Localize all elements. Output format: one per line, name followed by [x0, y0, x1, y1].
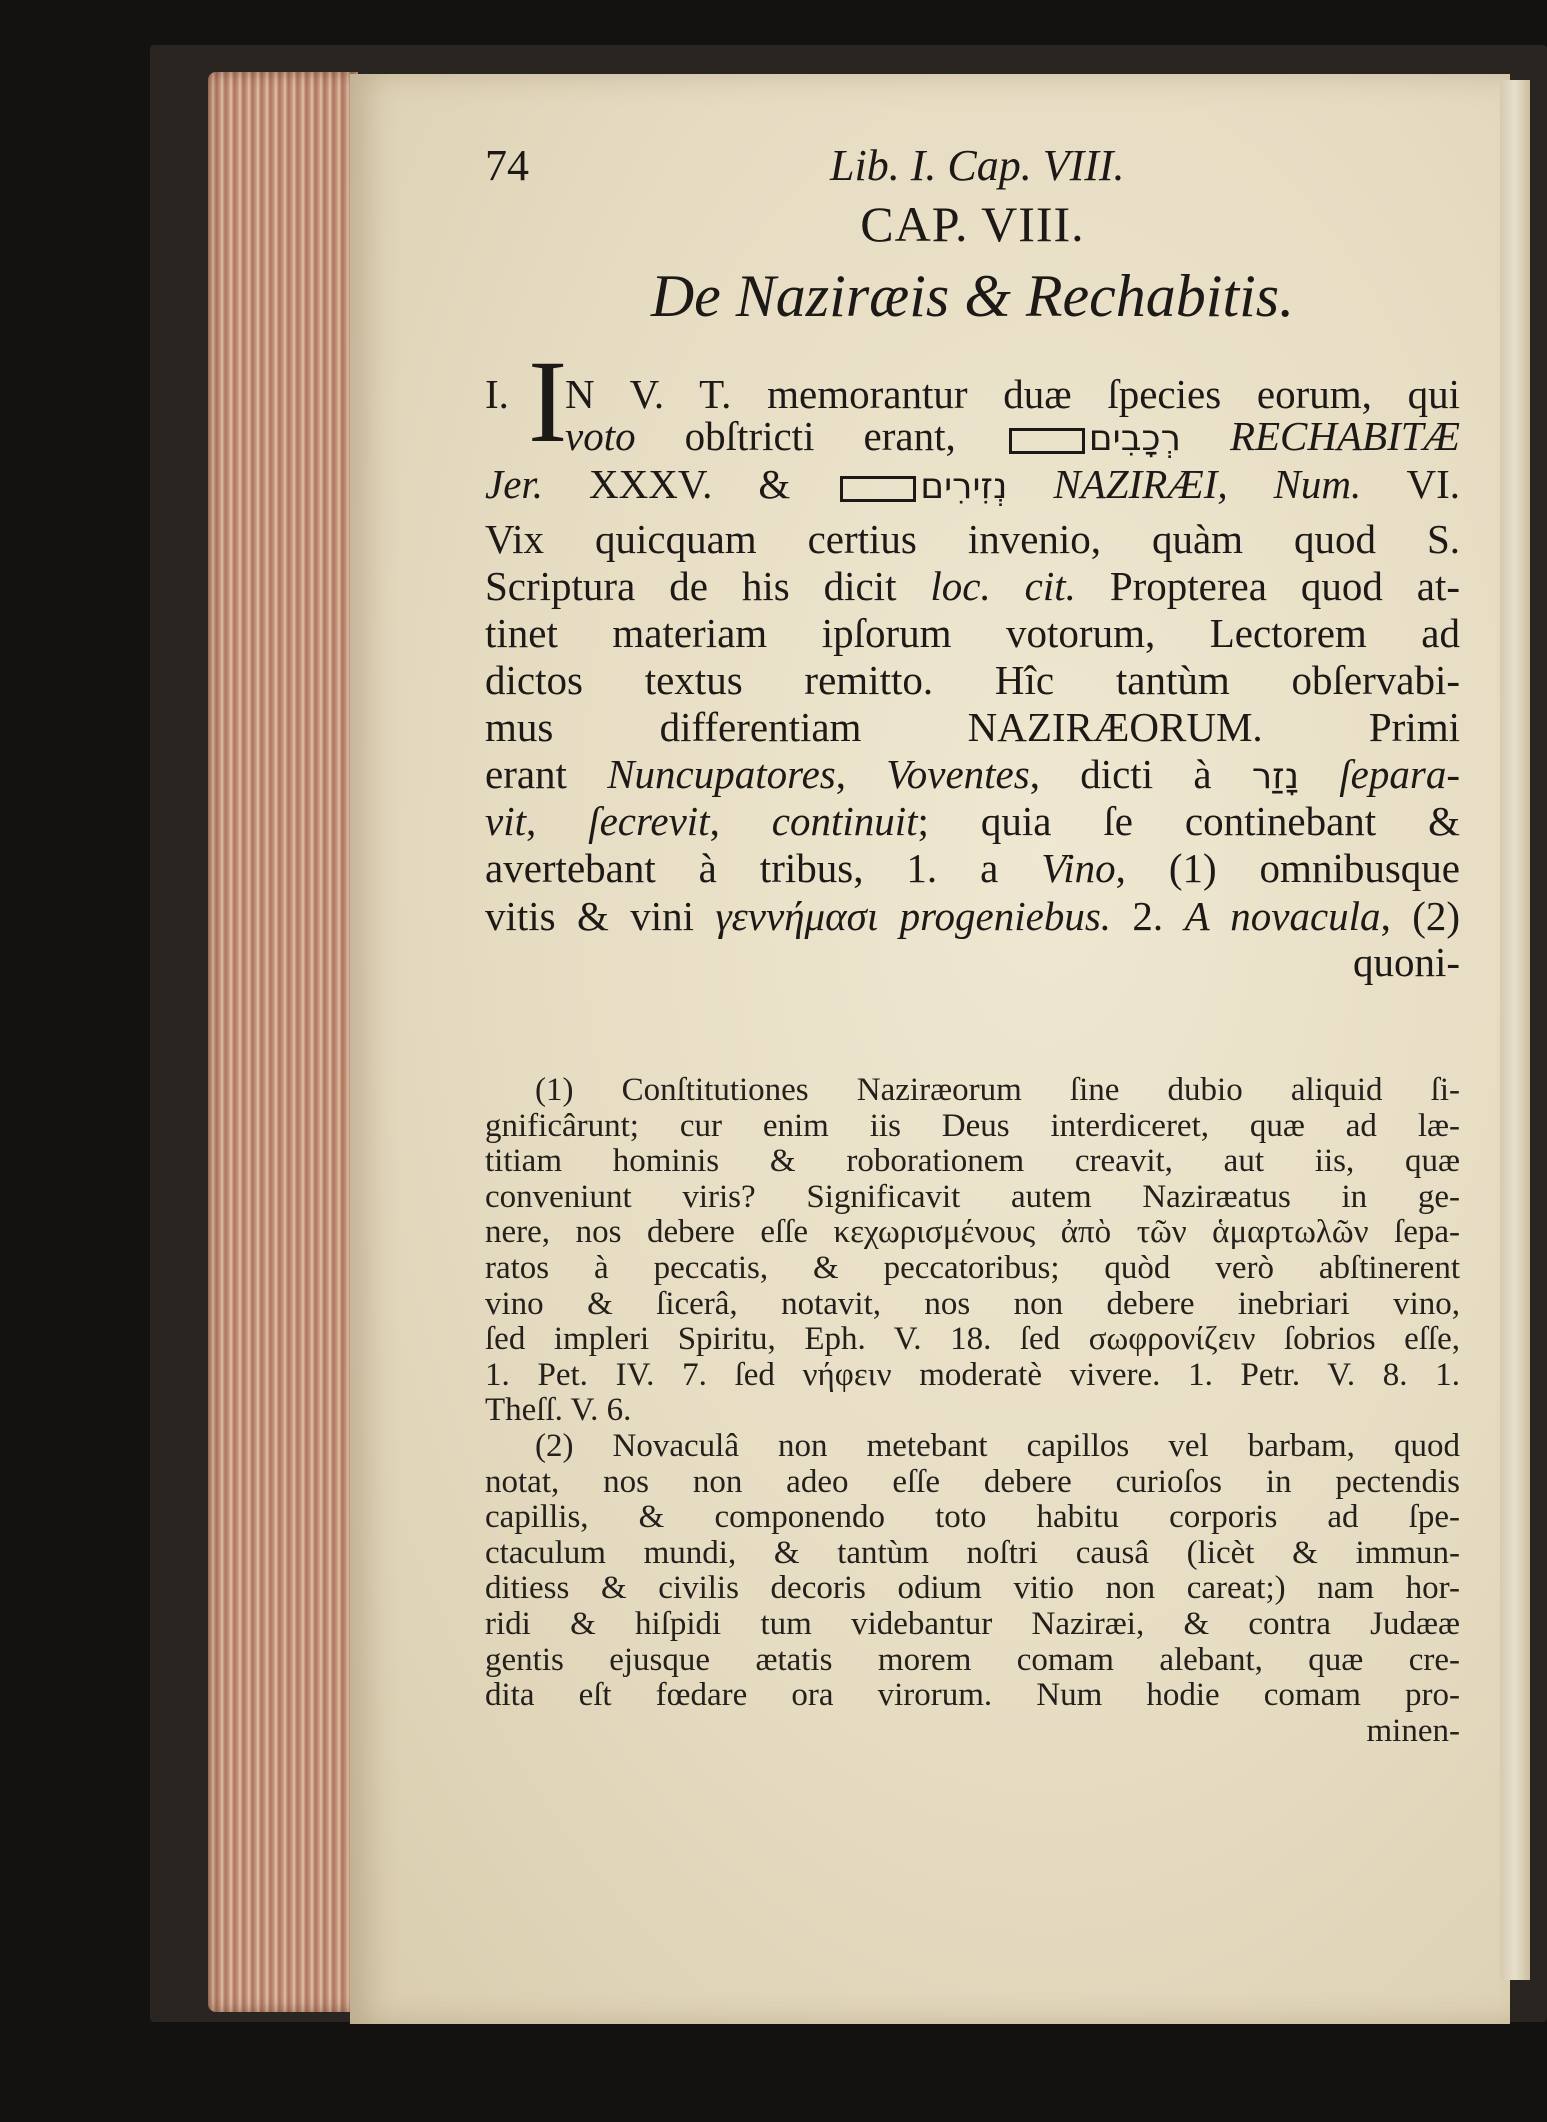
text-run: Scriptura de his dicit — [485, 563, 931, 609]
body-line — [485, 797, 1460, 845]
footnote-line: (1) Conſtitutiones Naziræorum ſine dubio aliquid ſi- — [535, 1072, 1460, 1108]
text-run: 2. — [1111, 893, 1185, 939]
text-run: ſecrevit — [588, 798, 710, 844]
text-run: Nuncupatores — [607, 751, 836, 797]
body-line — [485, 515, 1460, 563]
body-line — [565, 412, 1460, 463]
footnote-line: vino & ſicerâ, notavit, nos non debere inebriari vino, — [485, 1286, 1460, 1322]
text-run: Vix quicquam certius invenio, quàm quod S. — [485, 516, 1460, 562]
text-run: N V. T. memorantur duæ ſpecies eorum, qui — [565, 371, 1460, 417]
footnote-line: gentis ejusque ætatis morem comam alebant, quæ cre- — [485, 1642, 1460, 1678]
text-run: continuit — [771, 798, 918, 844]
text-run: , — [835, 751, 887, 797]
footnote-line: notat, nos non adeo eſſe debere curioſos in pectendis — [485, 1464, 1460, 1500]
footnote-line: gnificârunt; cur enim iis Deus interdiceret, quæ ad læ- — [485, 1108, 1460, 1144]
body-line — [485, 892, 1460, 940]
body-line — [485, 656, 1460, 704]
text-run: Voventes — [886, 751, 1030, 797]
footnote-line: 1. Pet. IV. 7. ſed νήφειν moderatè vivere. 1. Petr. V. 8. 1. — [485, 1357, 1460, 1393]
text-run: Jer. — [485, 461, 544, 507]
text-run: , dicti à — [1029, 751, 1252, 797]
footnote-line: ratos à peccatis, & peccatoribus; quòd verò abſtinerent — [485, 1250, 1460, 1286]
page-right-edge — [1500, 80, 1530, 1980]
footnote-line: ctaculum mundi, & tantùm noſtri causâ (licèt & immun- — [485, 1535, 1460, 1571]
text-run: , — [709, 798, 772, 844]
text-run: mus differentiam NAZIRÆORUM. Primi — [485, 704, 1460, 750]
footnote-line: nere, nos debere eſſe κεχωρισμένους ἀπὸ τῶν ἁμαρτωλῶν ſepa- — [485, 1214, 1460, 1250]
text-run: , (2) — [1380, 893, 1461, 939]
footnote-line: ditiess & civilis decoris odium vitio non careat;) nam hor- — [485, 1570, 1460, 1606]
text-run: NAZIRÆI, Num. — [1007, 461, 1362, 507]
footnote-line: Theſſ. V. 6. — [485, 1392, 632, 1428]
text-run: Propterea quod at- — [1075, 563, 1460, 609]
body-line — [565, 370, 1460, 418]
footnote-line: dita eſt fœdare ora virorum. Num hodie comam pro- — [485, 1677, 1460, 1713]
hebrew-word: נָזַר — [1251, 756, 1300, 797]
footnote-line: titiam hominis & roborationem creavit, aut iis, quæ — [485, 1143, 1460, 1179]
text-run: voto — [565, 413, 636, 459]
text-run: γεννήμασι progeniebus. — [715, 893, 1112, 939]
footnote-line: ridi & hiſpidi tum videbantur Naziræi, & contra Judææ — [485, 1606, 1460, 1642]
footnote-line: capillis, & componendo toto habitu corporis ad ſpe- — [485, 1499, 1460, 1535]
text-run: vit — [485, 798, 526, 844]
hebrew-word: נְזִירִים — [920, 466, 1008, 507]
footnote-line: conveniunt viris? Significavit autem Naziræatus in ge- — [485, 1179, 1460, 1215]
footnote-catchword: minen- — [1366, 1713, 1460, 1749]
text-run: vitis & vini — [485, 893, 716, 939]
text-run: erant — [485, 751, 608, 797]
body-line — [485, 562, 1460, 610]
chapter-subtitle: De Naziræis & Rechabitis. — [650, 263, 1295, 329]
text-run: dictos textus remitto. Hîc tantùm obſervabi- — [485, 657, 1460, 703]
hebrew-word: רְכָבִים — [1088, 418, 1181, 459]
text-run: ſepara- — [1299, 751, 1460, 797]
text-run: loc. cit. — [930, 563, 1076, 609]
page-header — [485, 140, 1460, 190]
text-run: VI. — [1361, 461, 1460, 507]
page-number: 74 — [485, 141, 529, 190]
text-run: obſtricti erant, — [635, 413, 1005, 459]
body-line — [485, 750, 1460, 801]
text-run: RECHABITÆ — [1180, 413, 1460, 459]
text-run: ; quia ſe continebant & — [917, 798, 1460, 844]
text-run: Vino — [1041, 845, 1116, 891]
drop-cap: I — [528, 336, 568, 467]
text-run: XXXV. & — [543, 461, 837, 507]
body-line — [485, 703, 1460, 751]
running-head: Lib. I. Cap. VIII. — [830, 141, 1125, 190]
page-edges — [208, 72, 358, 2012]
section-number: I. — [485, 371, 509, 417]
text-run: tinet materiam ipſorum votorum, Lectorem ad — [485, 610, 1460, 656]
abbreviation-mark-icon — [1009, 428, 1085, 454]
text-run: , — [525, 798, 589, 844]
text-run: avertebant à tribus, 1. a — [485, 845, 1042, 891]
chapter-title: CAP. VIII. — [860, 196, 1085, 252]
text-run: , (1) omnibusque — [1115, 845, 1460, 891]
abbreviation-mark-icon — [840, 476, 916, 502]
body-line — [485, 460, 1460, 511]
body-line — [485, 609, 1460, 657]
footnote-line: (2) Novaculâ non metebant capillos vel barbam, quod — [535, 1428, 1460, 1464]
text-run: A novacula — [1184, 893, 1381, 939]
catchword: quoni- — [1352, 939, 1460, 985]
body-line — [485, 844, 1460, 892]
footnote-line: ſed impleri Spiritu, Eph. V. 18. ſed σωφρονίζειν ſobrios eſſe, — [485, 1321, 1460, 1357]
